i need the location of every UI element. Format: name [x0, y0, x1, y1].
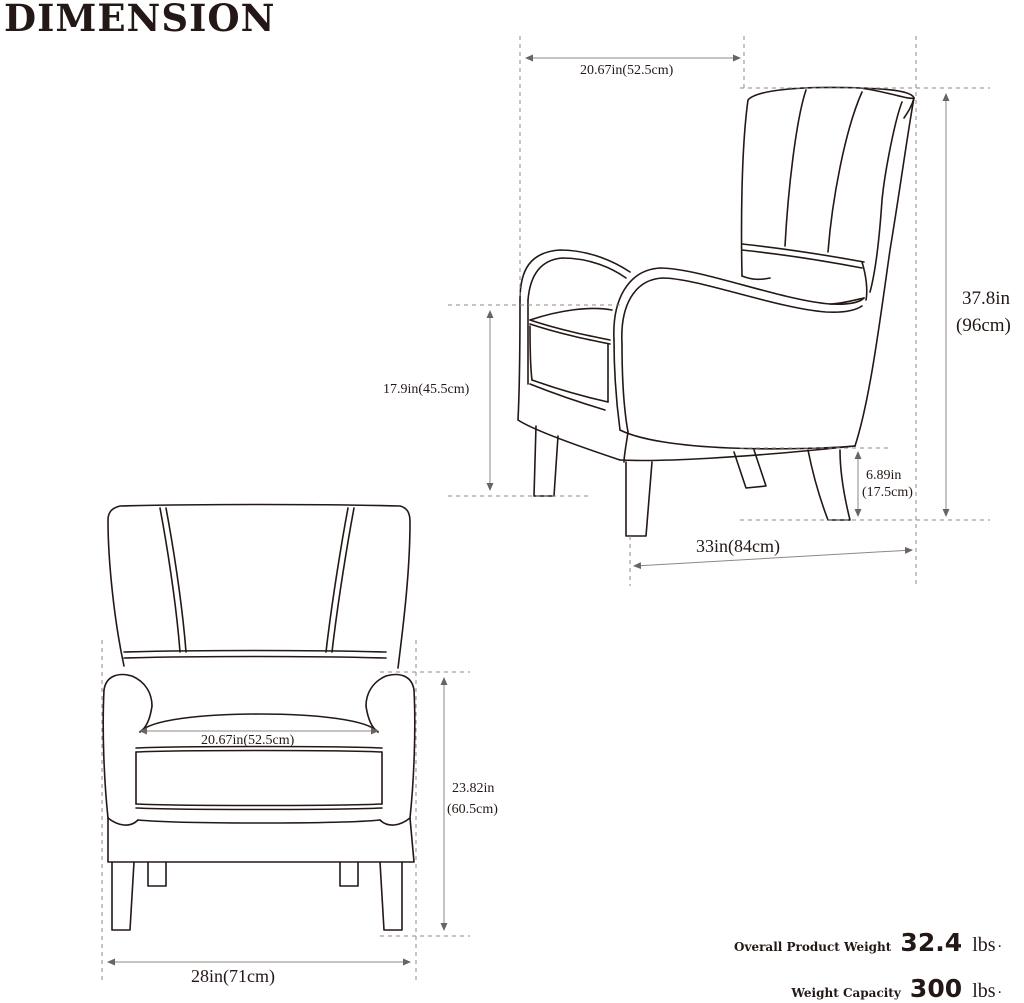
product-weight-label: Overall Product Weight: [734, 940, 892, 954]
front-arm-height-cm-label: (60.5cm): [447, 802, 498, 817]
product-weight-row: [734, 928, 1002, 957]
product-weight-unit: lbs: [972, 934, 996, 956]
side-depth-label: 20.67in(52.5cm): [580, 63, 674, 78]
weight-capacity-label: Weight Capacity: [791, 986, 901, 1000]
front-arm-height-in-label: 23.82in: [452, 781, 495, 796]
side-leg-height-in-label: 6.89in: [866, 468, 902, 483]
side-length-label: 33in(84cm): [696, 536, 780, 556]
page-title: DIMENSION: [4, 0, 276, 40]
side-view-dimension-lines: [448, 36, 990, 586]
product-weight-value: 32.4: [900, 928, 963, 957]
front-view-chair: [103, 505, 415, 931]
bullet-dot: ·: [997, 985, 1002, 1001]
side-height-in-label: 37.8in: [962, 288, 1011, 309]
side-height-cm-label: (96cm): [956, 315, 1011, 336]
bullet-dot: ·: [997, 939, 1002, 955]
weight-capacity-row: [791, 974, 1002, 1003]
side-seat-height-label: 17.9in(45.5cm): [383, 382, 470, 397]
front-seat-width-label: 20.67in(52.5cm): [201, 733, 295, 748]
front-width-label: 28in(71cm): [191, 966, 275, 986]
weight-capacity-value: 300: [909, 974, 963, 1003]
weight-capacity-unit: lbs: [972, 980, 996, 1002]
side-leg-height-cm-label: (17.5cm): [862, 485, 913, 500]
side-view-chair: [518, 88, 914, 537]
